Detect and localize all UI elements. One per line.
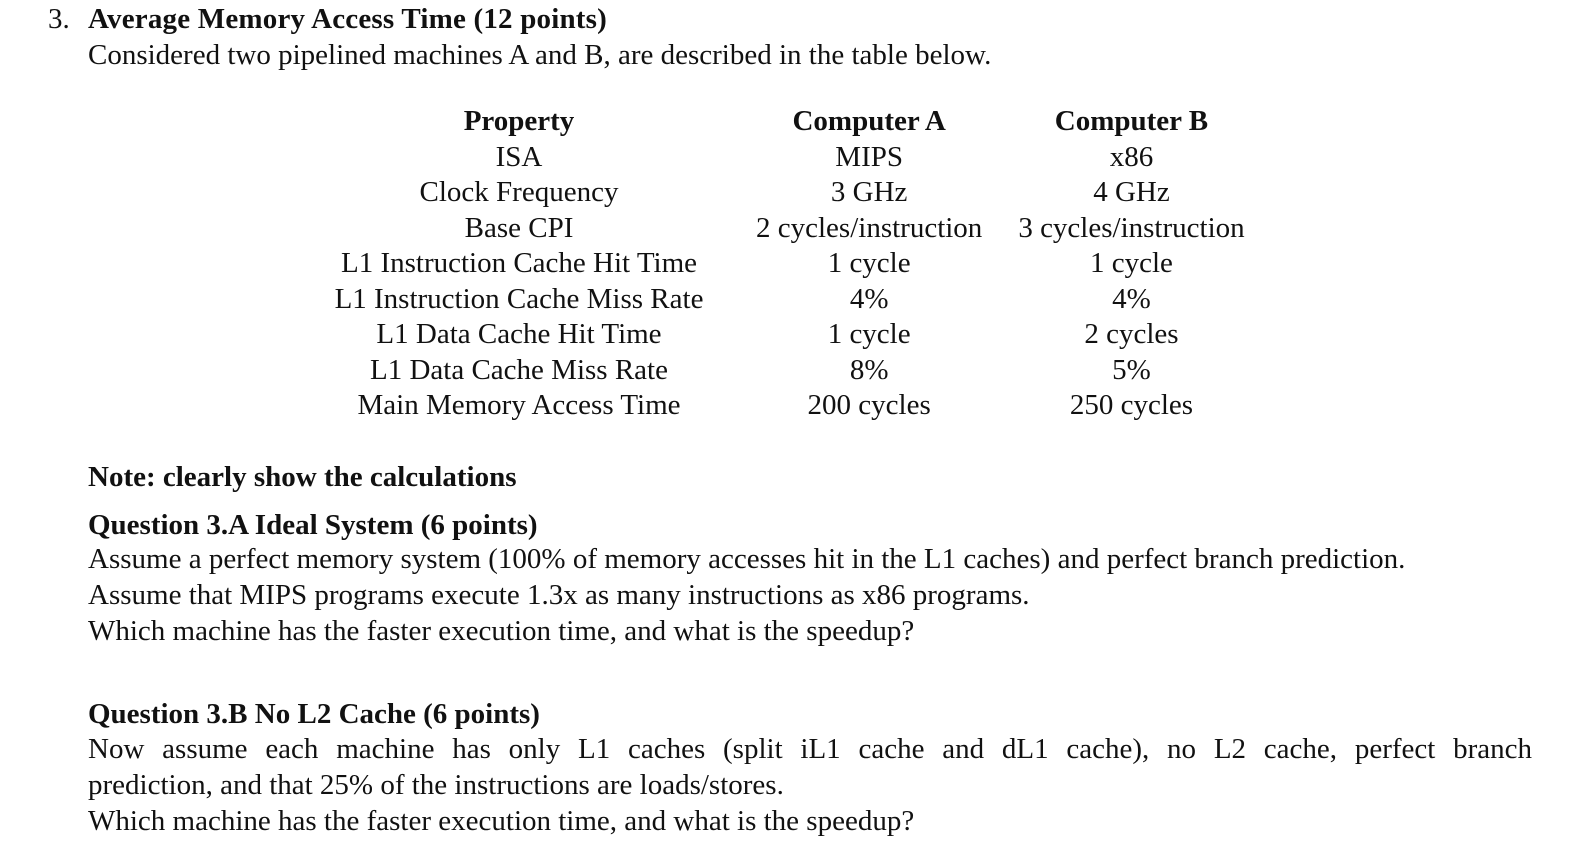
table-row bbox=[300, 211, 1263, 247]
question-b-line: prediction, and that 25% of the instructions are loads/stores. bbox=[88, 769, 784, 801]
cell-computer-b: 4% bbox=[1112, 282, 1151, 315]
table-header-row bbox=[300, 104, 1263, 140]
machine-comparison-table bbox=[300, 104, 1263, 424]
cell-computer-a: 2 cycles/instruction bbox=[756, 211, 983, 244]
question-a-line: Assume a perfect memory system (100% of memory accesses hit in the L1 caches) and perfect branch prediction. bbox=[88, 543, 1406, 575]
question-b-line: Now assume each machine has only L1 caches (split iL1 cache and dL1 cache), no L2 cache, perfect branch bbox=[88, 733, 1532, 765]
cell-property: Clock Frequency bbox=[419, 176, 619, 208]
cell-property: Base CPI bbox=[464, 211, 574, 244]
table-row bbox=[300, 282, 1263, 318]
cell-computer-a: 200 cycles bbox=[807, 389, 931, 421]
cell-computer-b: 1 cycle bbox=[1090, 247, 1173, 279]
cell-computer-b: x86 bbox=[1109, 140, 1154, 173]
table-row bbox=[300, 175, 1263, 211]
table-row bbox=[300, 388, 1263, 424]
header-property: Property bbox=[463, 105, 575, 137]
cell-computer-b: 2 cycles bbox=[1084, 318, 1179, 350]
header-computer-a: Computer A bbox=[792, 105, 946, 137]
cell-computer-b: 5% bbox=[1112, 353, 1151, 386]
cell-property: L1 Instruction Cache Hit Time bbox=[340, 247, 698, 279]
problem-title: Average Memory Access Time (12 points) bbox=[88, 3, 608, 35]
cell-computer-a: 1 cycle bbox=[827, 247, 911, 279]
cell-computer-b: 4 GHz bbox=[1093, 176, 1170, 208]
question-a-line: Assume that MIPS programs execute 1.3x as many instructions as x86 programs. bbox=[88, 579, 1030, 611]
question-b-line: Which machine has the faster execution time, and what is the speedup? bbox=[88, 805, 915, 837]
cell-property: ISA bbox=[495, 140, 543, 173]
table-row bbox=[300, 353, 1263, 389]
question-a-heading: Question 3.A Ideal System (6 points) bbox=[88, 509, 538, 541]
cell-property: L1 Instruction Cache Miss Rate bbox=[334, 282, 704, 315]
problem-number: 3. bbox=[48, 3, 70, 35]
cell-computer-a: 8% bbox=[849, 353, 889, 386]
question-b-heading: Question 3.B No L2 Cache (6 points) bbox=[88, 698, 540, 730]
table-row bbox=[300, 246, 1263, 282]
cell-computer-a: 4% bbox=[849, 282, 889, 315]
cell-computer-b: 3 cycles/instruction bbox=[1018, 211, 1245, 244]
table-row bbox=[300, 140, 1263, 176]
header-computer-b: Computer B bbox=[1054, 105, 1209, 137]
calculation-note: Note: clearly show the calculations bbox=[88, 461, 517, 493]
cell-property: L1 Data Cache Hit Time bbox=[376, 318, 662, 350]
problem-intro: Considered two pipelined machines A and B, are described in the table below. bbox=[88, 39, 992, 71]
cell-computer-a: 1 cycle bbox=[827, 318, 911, 350]
question-a-line: Which machine has the faster execution time, and what is the speedup? bbox=[88, 615, 915, 647]
cell-property: L1 Data Cache Miss Rate bbox=[370, 353, 668, 386]
cell-computer-b: 250 cycles bbox=[1069, 389, 1194, 421]
question-a-body bbox=[88, 541, 1532, 649]
cell-property: Main Memory Access Time bbox=[357, 389, 681, 421]
cell-computer-a: MIPS bbox=[835, 140, 903, 173]
cell-computer-a: 3 GHz bbox=[830, 176, 908, 208]
table-row bbox=[300, 317, 1263, 353]
question-b-body bbox=[88, 731, 1532, 839]
